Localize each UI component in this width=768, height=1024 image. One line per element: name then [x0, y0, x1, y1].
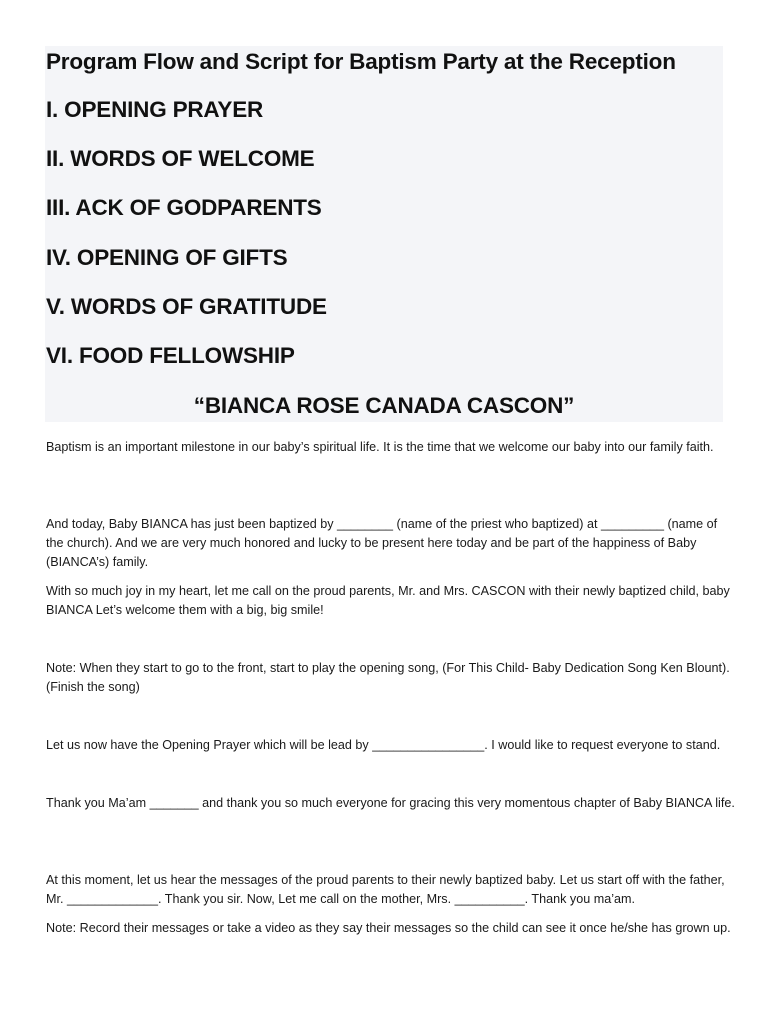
paragraph-thank-you: Thank you Ma’am _______ and thank you so much everyone for gracing this very momentous chapter of Baby BIANCA life. [46, 796, 735, 810]
document-title: Program Flow and Script for Baptism Party at the Reception [46, 49, 676, 74]
paragraph-baptism-intro: Baptism is an important milestone in our baby’s spiritual life. It is the time that we welcome our baby into our family faith. [46, 440, 714, 454]
paragraph-call-parents: With so much joy in my heart, let me call on the proud parents, Mr. and Mrs. CASCON with their newly baptized child, baby BIANCA Let’s welcome them with a big, big smile! [46, 584, 730, 617]
paragraph-opening-prayer: Let us now have the Opening Prayer which will be lead by ________________. I would like to request everyone to stand. [46, 738, 721, 752]
paragraph-note-record-messages: Note: Record their messages or take a video as they say their messages so the child can see it once he/she has grown up. [46, 921, 731, 935]
program-agenda [46, 97, 327, 392]
agenda-item-opening-prayer: I. OPENING PRAYER [46, 97, 264, 122]
paragraph-note-opening-song: Note: When they start to go to the front, start to play the opening song, (For This Child- Baby Dedication Song Ken Blount). (Finish the song) [46, 661, 730, 694]
agenda-item-words-of-welcome: II. WORDS OF WELCOME [46, 146, 315, 172]
agenda-item-opening-of-gifts: IV. OPENING OF GIFTS [46, 244, 288, 270]
paragraph-parents-messages: At this moment, let us hear the messages of the proud parents to their newly baptized baby. Let us start off with the father, Mr. _____________. Thank you sir. Now, Let me call on the mother, Mrs. __________. Thank you ma’am. [46, 873, 725, 906]
agenda-item-words-of-gratitude: V. WORDS OF GRATITUDE [46, 293, 327, 319]
paragraph-baptized-by: And today, Baby BIANCA has just been baptized by ________ (name of the priest who baptized) at _________ (name of the church). And we are very much honored and lucky to be present here today and be part of the happiness of Baby (BIANCA’s) family. [46, 517, 718, 569]
agenda-item-ack-of-godparents: III. ACK OF GODPARENTS [46, 195, 322, 221]
honoree-name: “BIANCA ROSE CANADA CASCON” [193, 393, 575, 418]
agenda-item-food-fellowship: VI. FOOD FELLOWSHIP [46, 342, 295, 368]
